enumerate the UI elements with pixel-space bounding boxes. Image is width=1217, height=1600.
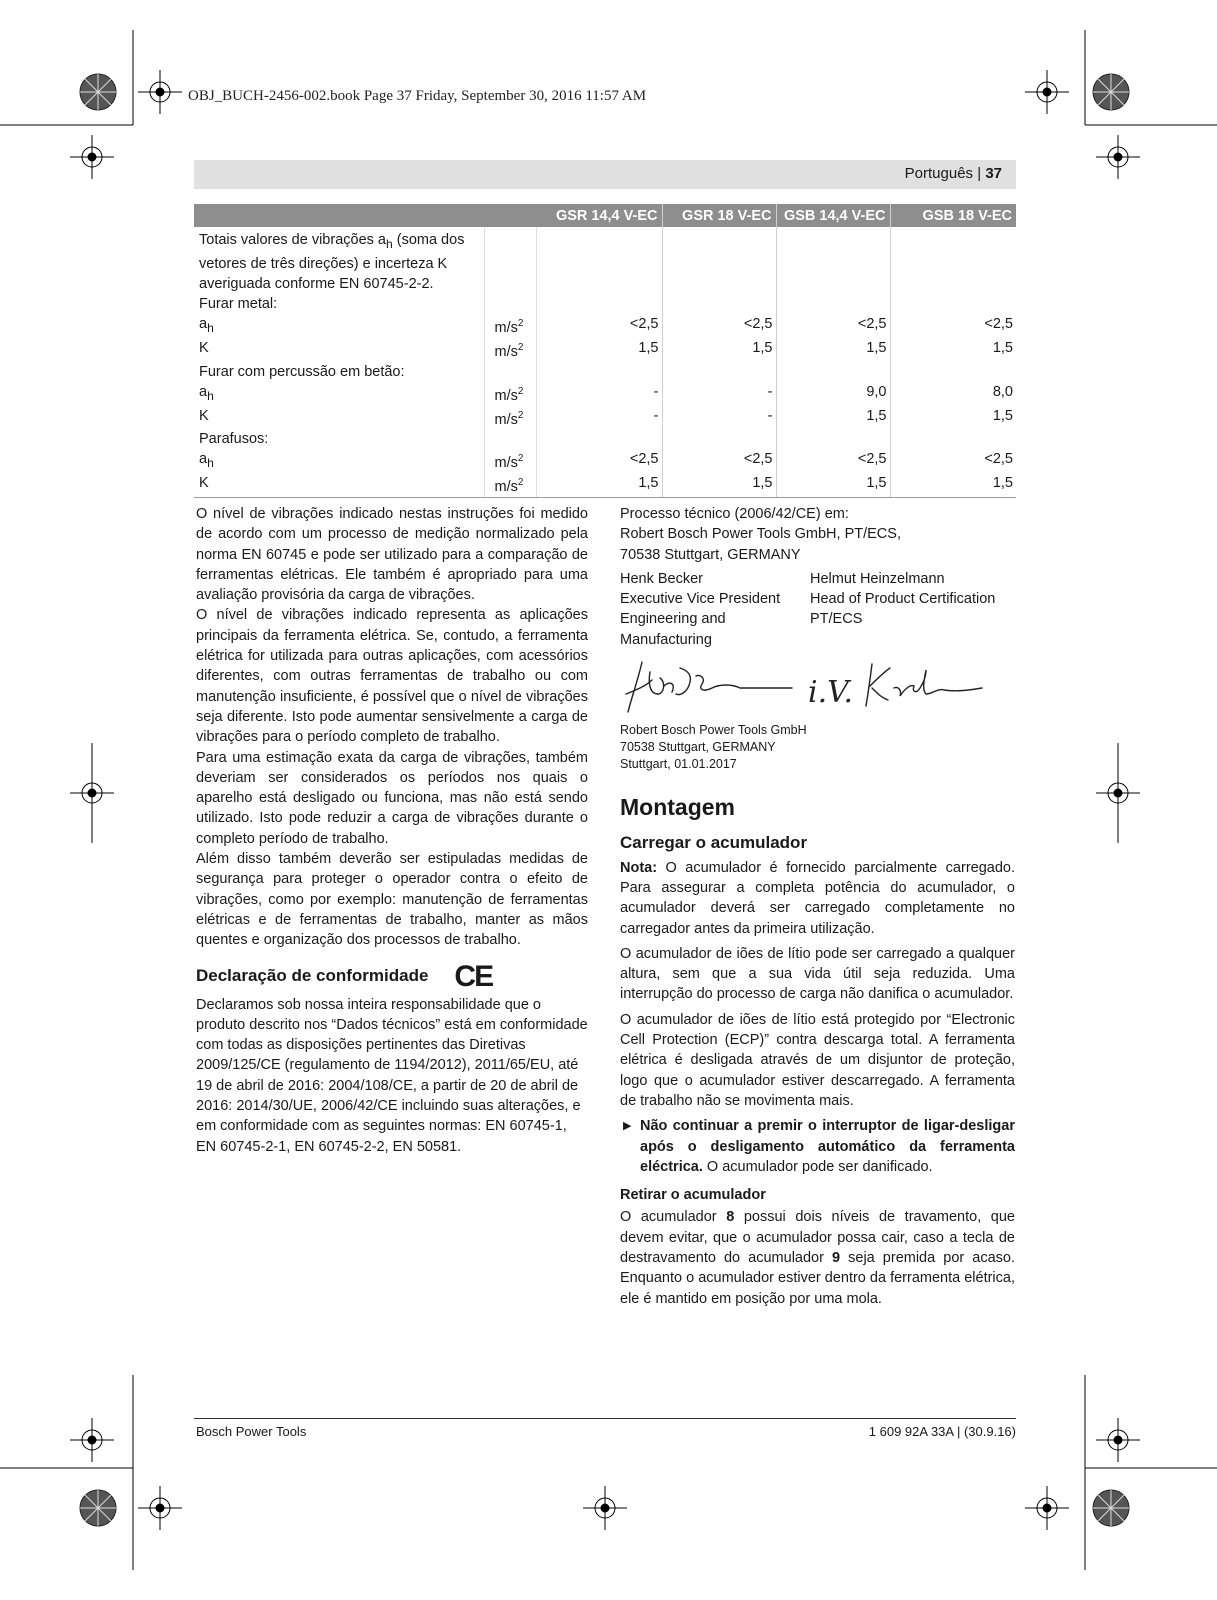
signatures xyxy=(620,650,1015,722)
table-cell: <2,5 xyxy=(662,449,776,473)
table-section-row xyxy=(194,362,1016,382)
table-body xyxy=(194,294,1016,498)
declaration-heading xyxy=(196,959,588,993)
table-row xyxy=(194,314,1016,338)
row-unit: $m/s^2$ xyxy=(484,338,536,362)
column-header: GSB 18 V-EC xyxy=(890,204,1016,227)
table-cell: 9,0 xyxy=(776,382,890,406)
paragraph: O acumulador 8 possui dois níveis de travamento, que devem evitar, que o acumulador possa cair, caso a tecla de destravamento do acumulador 9 seja premida por acaso. Enquanto o acumulador estiver dentro da ferramenta elétrica, ele é mantido em posição por uma mola. xyxy=(620,1209,1015,1307)
paragraph: Nota: O acumulador é fornecido parcialmente carregado. Para assegurar a completa potência do acumulador, o acumulador deverá ser carregado completamente no carregador antes da primeira utilização. xyxy=(620,859,1015,937)
table-row xyxy=(194,406,1016,430)
table-cell: 1,5 xyxy=(536,473,662,497)
footer-divider xyxy=(194,1418,1016,1419)
triangle-bullet-icon: ▶ xyxy=(623,1120,632,1133)
paragraph: O acumulador de iões de lítio pode ser carregado a qualquer altura, sem que a sua vida útil seja reduzida. Uma interrupção do processo de carga não danifica o acumulador. xyxy=(620,945,1015,1003)
table-cell: 1,5 xyxy=(536,338,662,362)
table-row xyxy=(194,449,1016,473)
footer-right: 1 609 92A 33A | (30.9.16) xyxy=(868,1424,1016,1439)
paragraph: O nível de vibrações indicado representa as aplicações principais da ferramenta elétrica. Se, contudo, a ferramenta elétrica for utilizada para outras aplicações, com acessórios diferentes, com outras ferramentas de trabalho ou com manutenção insuficiente, é possível que o nível de vibrações seja diferente. Isto pode aumentar sensivelmente a carga de vibrações para o período completo de trabalho. xyxy=(196,607,588,746)
page-number: 37 xyxy=(985,165,1002,182)
paragraph: O nível de vibrações indicado nestas instruções foi medido de acordo com um processo de medição normalizado pela norma EN 60745 e pode ser utilizado para a comparação de ferramentas elétricas. Ele também é apropriado para uma avaliação provisória da carga de vibrações. xyxy=(196,506,588,604)
section-heading: Declaração de conformidade xyxy=(196,966,429,986)
left-column xyxy=(196,504,588,1157)
right-column xyxy=(620,504,1015,1309)
table-intro: Totais valores de vibrações $a_h$ (soma dos vetores de três direções) e incerteza K averiguada conforme EN 60745-2-2. xyxy=(199,232,465,292)
section-heading: Montagem xyxy=(620,794,735,821)
row-symbol: $a_h$ xyxy=(199,383,214,403)
warning-bullet: ▶ Não continuar a premir o interruptor de ligar-desligar após o desligamento automático da ferramenta eléctrica. O acumulador pode ser danificado. xyxy=(623,1118,1015,1175)
page-separator: | xyxy=(977,165,982,182)
row-unit: $m/s^2$ xyxy=(484,406,536,430)
section-title: Furar com percussão em betão: xyxy=(199,363,405,380)
column-header: GSR 14,4 V-EC xyxy=(536,204,662,227)
table-cell: 1,5 xyxy=(776,473,890,497)
table-cell: <2,5 xyxy=(776,314,890,338)
section-title: Parafusos: xyxy=(199,431,269,448)
signature-image xyxy=(620,650,1015,722)
table-cell: <2,5 xyxy=(776,449,890,473)
table-cell: <2,5 xyxy=(890,314,1016,338)
page-header xyxy=(905,165,1002,182)
table-cell: <2,5 xyxy=(536,314,662,338)
row-symbol: K xyxy=(199,407,209,424)
signatory-1: Henk Becker Executive Vice President Engineering and Manufacturing xyxy=(620,570,781,648)
table-cell: - xyxy=(536,406,662,430)
section-title: Furar metal: xyxy=(199,295,278,312)
column-header: GSR 18 V-EC xyxy=(662,204,776,227)
table-header-row xyxy=(194,204,1016,227)
sig2-prefix: i.V. xyxy=(808,675,854,711)
table-cell: 1,5 xyxy=(890,338,1016,362)
row-symbol: $a_h$ xyxy=(199,451,214,471)
table-section-row xyxy=(194,294,1016,314)
table-cell: 1,5 xyxy=(776,406,890,430)
table-cell: 1,5 xyxy=(890,406,1016,430)
table-section-row xyxy=(194,429,1016,449)
row-unit: $m/s^2$ xyxy=(484,382,536,406)
technical-file: Processo técnico (2006/42/CE) em: Robert Bosch Power Tools GmbH, PT/ECS, 70538 Stuttgart, GERMANY xyxy=(620,506,901,563)
table-cell: <2,5 xyxy=(662,314,776,338)
row-unit: $m/s^2$ xyxy=(484,314,536,338)
row-unit: $m/s^2$ xyxy=(484,449,536,473)
vibration-table xyxy=(194,204,1016,498)
column-header: GSB 14,4 V-EC xyxy=(776,204,890,227)
page-header-bar xyxy=(194,160,1016,189)
paragraph: Declaramos sob nossa inteira responsabilidade que o produto descrito nos “Dados técnicos” está em conformidade com todas as disposições pertinentes das Diretivas 2009/125/CE (regulamento de 1194/2012), 2011/65/EU, até 19 de abril de 2016: 2004/108/CE, a partir de 20 de abril de 2016: 2014/30/UE, 2006/42/CE incluindo suas alterações, e em conformidade com as seguintes normas: EN 60745-1, EN 60745-2-1, EN 60745-2-2, EN 50581. xyxy=(196,996,588,1155)
subsection-heading: Carregar o acumulador xyxy=(620,833,808,853)
table-cell: - xyxy=(536,382,662,406)
paragraph: O acumulador de iões de lítio está protegido por “Electronic Cell Protection (ECP)” contra descarga total. A ferramenta elétrica é desligada através de um disjuntor de proteção, logo que o acumulador estiver descarregado. A ferramenta de trabalho não se movimenta mais. xyxy=(620,1011,1015,1109)
signatories xyxy=(620,569,1015,650)
table-intro-row xyxy=(194,227,1016,294)
table-cell: - xyxy=(662,406,776,430)
ce-mark-icon: CE xyxy=(454,959,493,993)
signatory-2: Helmut Heinzelmann Head of Product Certification PT/ECS xyxy=(810,570,996,628)
page-language: Português xyxy=(904,165,974,182)
row-symbol: K xyxy=(194,473,484,497)
table-row xyxy=(194,338,1016,362)
row-symbol: $a_h$ xyxy=(199,315,214,335)
table-cell: <2,5 xyxy=(890,449,1016,473)
footer-left: Bosch Power Tools xyxy=(196,1424,307,1439)
paragraph: Para uma estimação exata da carga de vibrações, também deveriam ser considerados os períodos nos quais o aparelho está desligado ou funciona, mas não está sendo utilizado. Isto pode reduzir a carga de vibrações durante o completo período de trabalho. xyxy=(196,749,588,847)
table-cell: 1,5 xyxy=(776,338,890,362)
table-cell: 1,5 xyxy=(890,473,1016,497)
company-address: Robert Bosch Power Tools GmbH 70538 Stuttgart, GERMANY Stuttgart, 01.01.2017 xyxy=(620,723,807,772)
table-row xyxy=(194,382,1016,406)
row-unit: $m/s^2$ xyxy=(484,473,536,497)
paragraph: Além disso também deverão ser estipuladas medidas de segurança para proteger o operador contra o efeito de vibrações, como por exemplo: manutenção de ferramentas elétricas e de ferramentas de trabalho, manter as mãos quentes e organização dos processos de trabalho. xyxy=(196,851,588,949)
row-symbol: K xyxy=(199,339,209,356)
table-cell: 8,0 xyxy=(890,382,1016,406)
subsection-heading: Retirar o acumulador xyxy=(620,1187,766,1204)
print-header: OBJ_BUCH-2456-002.book Page 37 Friday, September 30, 2016 11:57 AM xyxy=(188,88,647,104)
table-cell: <2,5 xyxy=(536,449,662,473)
table-cell: 1,5 xyxy=(662,473,776,497)
table-cell: - xyxy=(662,382,776,406)
table-row xyxy=(194,473,1016,497)
table-cell: 1,5 xyxy=(662,338,776,362)
